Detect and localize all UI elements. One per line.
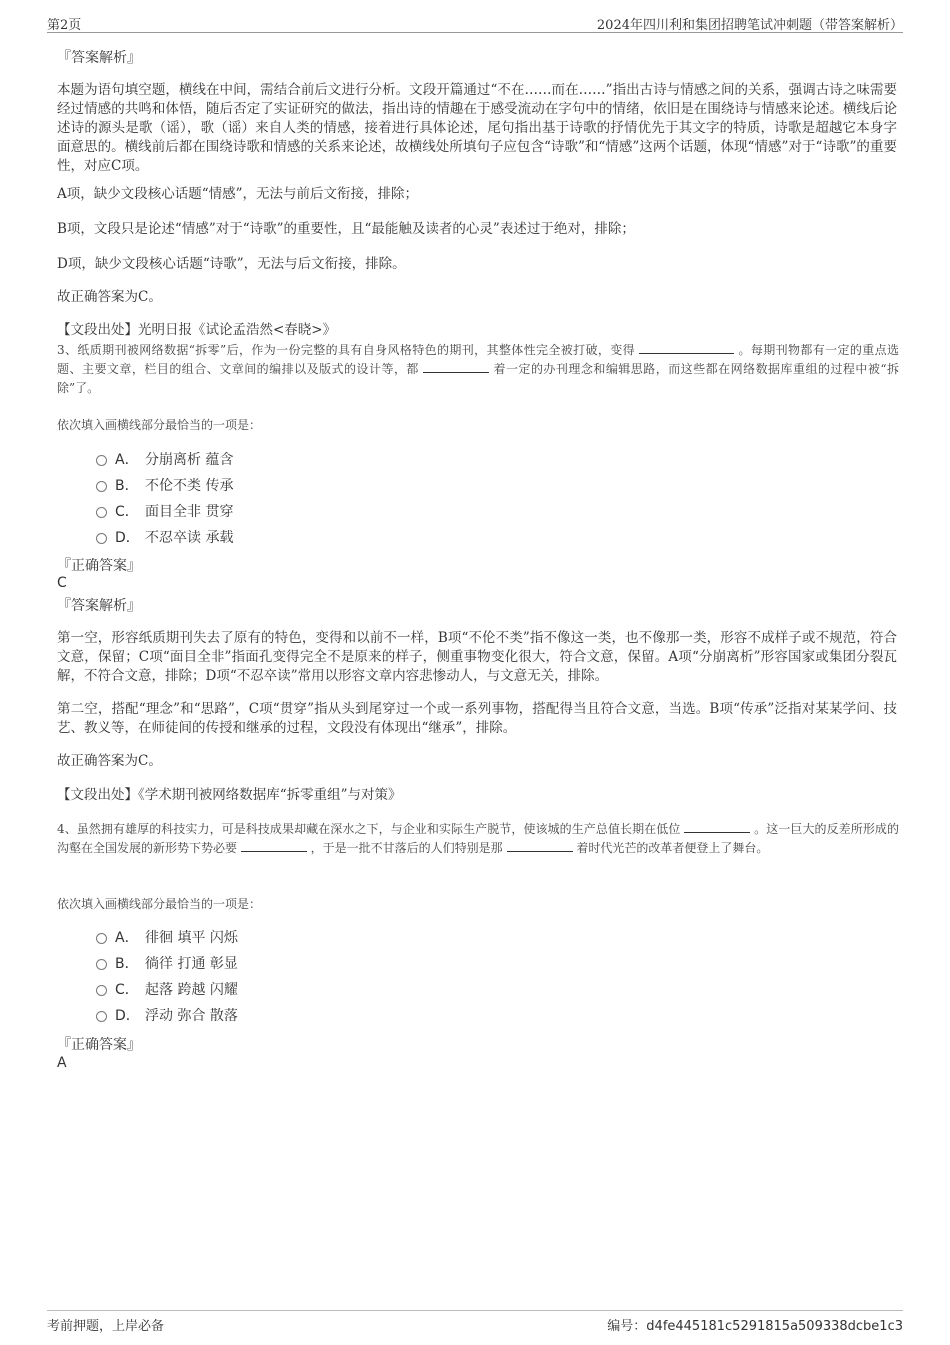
q4-option-c[interactable]: C． 起落 跨越 闪耀 (96, 980, 238, 1000)
radio-icon[interactable] (96, 985, 107, 996)
q2-analysis-option-d: D项，缺少文段核心话题“诗歌”，无法与后文衔接，排除。 (57, 256, 406, 272)
q4-blank-3 (507, 839, 573, 852)
q3-blank-1 (639, 341, 734, 354)
q3-instruction: 依次填入画横线部分最恰当的一项是： (57, 418, 262, 432)
page-number: 第2页 (47, 18, 82, 33)
q3-option-c[interactable]: C． 面目全非 贯穿 (96, 502, 233, 522)
q4-answer: A (57, 1055, 67, 1071)
q4-option-a[interactable]: A． 徘徊 填平 闪烁 (96, 928, 238, 948)
q2-analysis-label: 『答案解析』 (57, 50, 141, 66)
q3-source: 【文段出处】《学术期刊被网络数据库“拆零重组”与对策》 (57, 787, 402, 803)
q3-blank-2 (423, 360, 489, 373)
q3-option-d[interactable]: D． 不忍卒读 承载 (96, 528, 233, 548)
footer-code-value: d4fe445181c5291815a509338dcbe1c3 (646, 1319, 903, 1334)
q2-analysis-option-a: A项，缺少文段核心话题“情感”，无法与前后文衔接，排除； (57, 186, 419, 202)
q4-blank-2 (241, 839, 307, 852)
q3-option-a[interactable]: A． 分崩离析 蕴含 (96, 450, 233, 470)
footer-code-label: 编号： (607, 1319, 647, 1334)
footer-slogan: 考前押题，上岸必备 (47, 1319, 165, 1334)
q2-analysis-option-b: B项，文段只是论述“情感”对于“诗歌”的重要性，且“最能触及读者的心灵”表述过于绝对，排除； (57, 221, 635, 237)
q3-conclusion: 故正确答案为C。 (57, 753, 162, 769)
q2-analysis-paragraph: 本题为语句填空题，横线在中间，需结合前后文进行分析。文段开篇通过“不在……而在……”指出古诗与情感之间的关系，强调古诗之味需要经过情感的共鸣和体悟，随后否定了实证研究的做法，指出诗的情趣在于感受流动在字句中的情绪，依旧是在围绕诗与情感来论述。横线后论述诗的源头是歌（谣），歌（谣）来自人类的情感，接着进行具体论述，尾句指出基于诗歌的抒情优先于其文字的特质，诗歌是超越它本身字面意思的。横线前后都在围绕诗歌和情感的关系来论述，故横线处所填句子应包含“诗歌”和“情感”这两个话题，体现“情感”对于“诗歌”的重要性，对应C项。 (57, 82, 897, 174)
q4-blank-1 (684, 820, 750, 833)
document-title: 2024年四川利和集团招聘笔试冲刺题（带答案解析） (596, 18, 903, 33)
q2-source: 【文段出处】光明日报《试论孟浩然<春晓>》 (57, 322, 337, 338)
page-header (47, 12, 903, 33)
radio-icon[interactable] (96, 481, 107, 492)
q4-option-d[interactable]: D． 浮动 弥合 散落 (96, 1006, 238, 1026)
q4-answer-label: 『正确答案』 (57, 1037, 141, 1053)
q3-analysis-paragraph-2: 第二空，搭配“理念”和“思路”，C项“贯穿”指从头到尾穿过一个或一系列事物，搭配得当且符合文意，当选。B项“传承”泛指对某某学问、技艺、教义等，在师徒间的传授和继承的过程，文段没有体现出“继承”，排除。 (57, 701, 897, 736)
radio-icon[interactable] (96, 507, 107, 518)
radio-icon[interactable] (96, 959, 107, 970)
q3-answer: C (57, 575, 67, 591)
page-footer (47, 1310, 903, 1336)
radio-icon[interactable] (96, 933, 107, 944)
radio-icon[interactable] (96, 533, 107, 544)
q4-instruction: 依次填入画横线部分最恰当的一项是： (57, 897, 262, 911)
q3-analysis-paragraph-1: 第一空，形容纸质期刊失去了原有的特色，变得和以前不一样，B项“不伦不类”指不像这一类，也不像那一类，形容不成样子或不规范，符合文意，保留；C项“面目全非”指面孔变得完全不是原来的样子，侧重事物变化很大，符合文意，保留。A项“分崩离析”形容国家或集团分裂瓦解，不符合文意，排除；D项“不忍卒读”常用以形容文章内容悲惨动人，与文意无关，排除。 (57, 630, 897, 684)
q3-option-b[interactable]: B． 不伦不类 传承 (96, 476, 233, 496)
radio-icon[interactable] (96, 455, 107, 466)
q4-stem: 4、虽然拥有雄厚的科技实力，可是科技成果却藏在深水之下，与企业和实际生产脱节，使该城的生产总值长期在低位 。这一巨大的反差所形成的沟壑在全国发展的新形势下势必要 ，于是一批不甘落后的人们特别是那 着时代光芒的改革者便登上了舞台。 (57, 822, 899, 855)
q4-option-b[interactable]: B． 徜徉 打通 彰显 (96, 954, 238, 974)
q3-analysis-label: 『答案解析』 (57, 598, 141, 614)
q3-answer-label: 『正确答案』 (57, 558, 141, 574)
footer-code (607, 1315, 903, 1334)
q2-conclusion: 故正确答案为C。 (57, 289, 162, 305)
q3-stem: 3、纸质期刊被网络数据“拆零”后，作为一份完整的具有自身风格特色的期刊，其整体性完全被打破，变得 。每期刊物都有一定的重点选题、主要文章，栏目的组合、文章间的编排以及版式的设计等，都 着一定的办刊理念和编辑思路，而这些都在网络数据库重组的过程中被“拆除”了。 (57, 343, 899, 395)
radio-icon[interactable] (96, 1011, 107, 1022)
